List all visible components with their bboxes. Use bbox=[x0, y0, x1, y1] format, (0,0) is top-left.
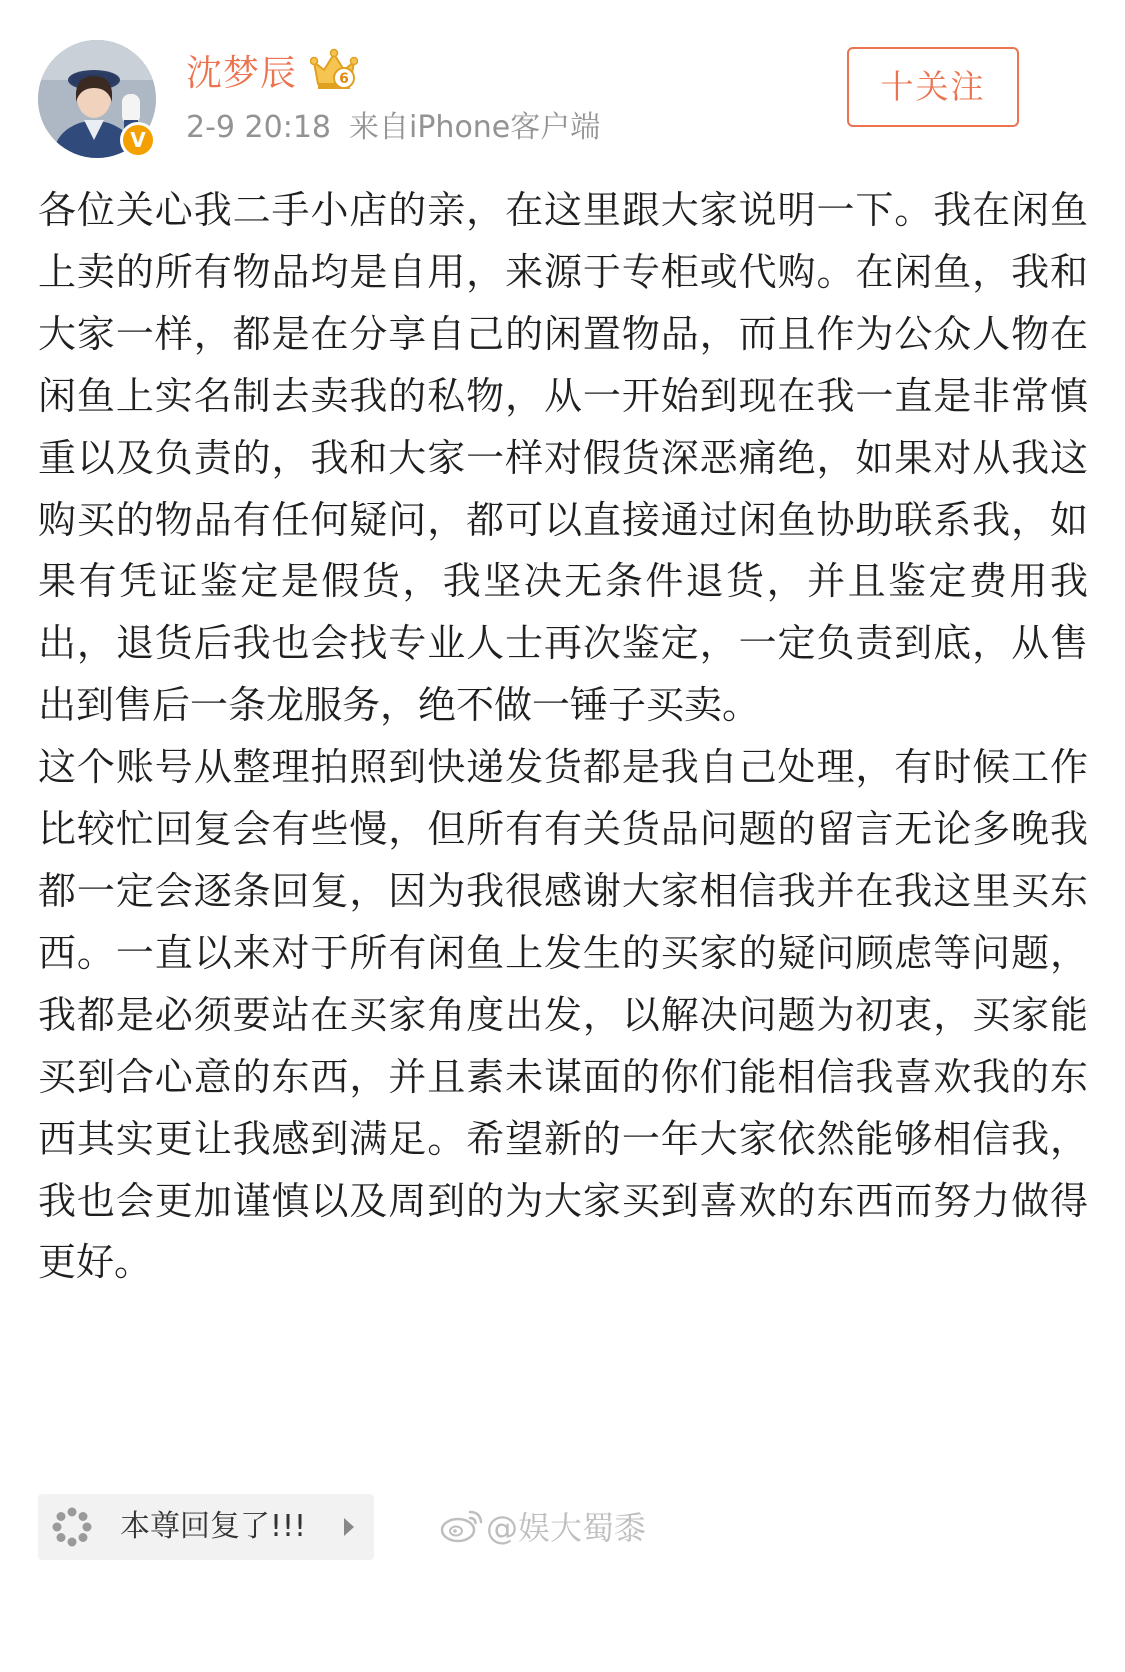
weibo-logo-icon bbox=[440, 1508, 484, 1544]
follow-button[interactable]: 十关注 bbox=[847, 47, 1019, 127]
post-paragraph: 各位关心我二手小店的亲，在这里跟大家说明一下。我在闲鱼上卖的所有物品均是自用，来源于专柜或代购。在闲鱼，我和大家一样，都是在分享自己的闲置物品，而且作为公众人物在闲鱼上实名制去卖我的私物，从一开始到现在我一直是非常慎重以及负责的，我和大家一样对假货深恶痛绝，如果对从我这购买的物品有任何疑问，都可以直接通过闲鱼协助联系我，如果有凭证鉴定是假货，我坚决无条件退货，并且鉴定费用我出，退货后我也会找专业人士再次鉴定，一定负责到底，从售出到售后一条龙服务，绝不做一锤子买卖。 bbox=[38, 188, 1088, 728]
level-number: 6 bbox=[339, 71, 349, 87]
comment-chip-text: 本尊回复了!!! bbox=[120, 1509, 307, 1544]
crown-icon[interactable] bbox=[310, 48, 358, 92]
post-content bbox=[38, 180, 1088, 1294]
watermark-text: @娱大蜀黍 bbox=[486, 1509, 647, 1547]
author-avatar[interactable] bbox=[38, 40, 156, 158]
author-name[interactable]: 沈梦辰 bbox=[186, 53, 298, 94]
comment-reply-chip[interactable] bbox=[38, 1494, 374, 1560]
post-source: 来自iPhone客户端 bbox=[349, 110, 601, 145]
post-paragraph: 这个账号从整理拍照到快递发货都是我自己处理，有时候工作比较忙回复会有些慢，但所有有关货品问题的留言无论多晚我都一定会逐条回复，因为我很感谢大家相信我并在我这里买东西。一直以来对于所有闲鱼上发生的买家的疑问顾虑等问题，我都是必须要站在买家角度出发，以解决问题为初衷，买家能买到合心意的东西，并且素未谋面的你们能相信我喜欢我的东西其实更让我感到满足。希望新的一年大家依然能够相信我，我也会更加谨慎以及周到的为大家买到喜欢的东西而努力做得更好。 bbox=[38, 745, 1088, 1285]
post-meta bbox=[186, 108, 600, 148]
post-header bbox=[0, 0, 1125, 170]
chevron-right-icon bbox=[342, 1516, 356, 1538]
post-timestamp: 2-9 20:18 bbox=[186, 110, 331, 145]
spinner-icon bbox=[52, 1507, 92, 1547]
verified-v-icon: V bbox=[120, 122, 156, 158]
